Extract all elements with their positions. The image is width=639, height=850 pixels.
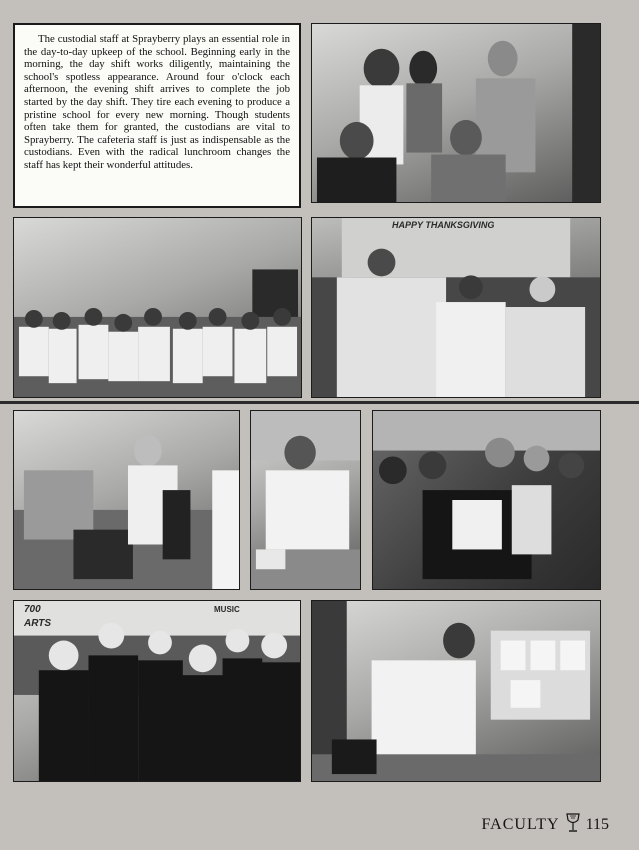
page-number: 115 <box>585 816 609 833</box>
caption-text: The custodial staff at Sprayberry plays an essential role in the day-to-day upkeep of the school. Beginning early in the morning, the day shift works diligently, maintaining the school's spotless appearance. Around four o'clock each afternoon, the evening shift arrives to complete the job started by the day shift. They tire each evening to produce a pristine school for every new morning. Though students often take them for granted, the custodians are vital to Sprayberry. The cafeteria staff is just as indispensable as the custodians. Even with the radical lunchroom changes the staff has kept their wonderful attitudes. <box>24 33 290 171</box>
photo-custodial-staff <box>311 23 601 203</box>
photo-office-counter <box>311 600 601 782</box>
photo-administrators <box>13 600 301 782</box>
library-sign-700: 700 <box>24 604 41 615</box>
page-footer <box>481 812 609 838</box>
photo-cafeteria-worker <box>250 410 361 590</box>
photo-crowd <box>372 410 601 590</box>
photo-custodians-thanksgiving <box>311 217 601 398</box>
thanksgiving-banner: HAPPY THANKSGIVING <box>392 220 495 230</box>
photo-office-worker <box>13 410 240 590</box>
caption-box <box>13 23 301 208</box>
photo-cafeteria-staff <box>13 217 302 398</box>
section-title: FACULTY <box>481 816 560 833</box>
library-sign-music: MUSIC <box>214 605 240 614</box>
section-divider <box>0 401 639 404</box>
library-sign-arts: ARTS <box>24 618 52 629</box>
goblet-emblem-icon <box>566 813 580 838</box>
